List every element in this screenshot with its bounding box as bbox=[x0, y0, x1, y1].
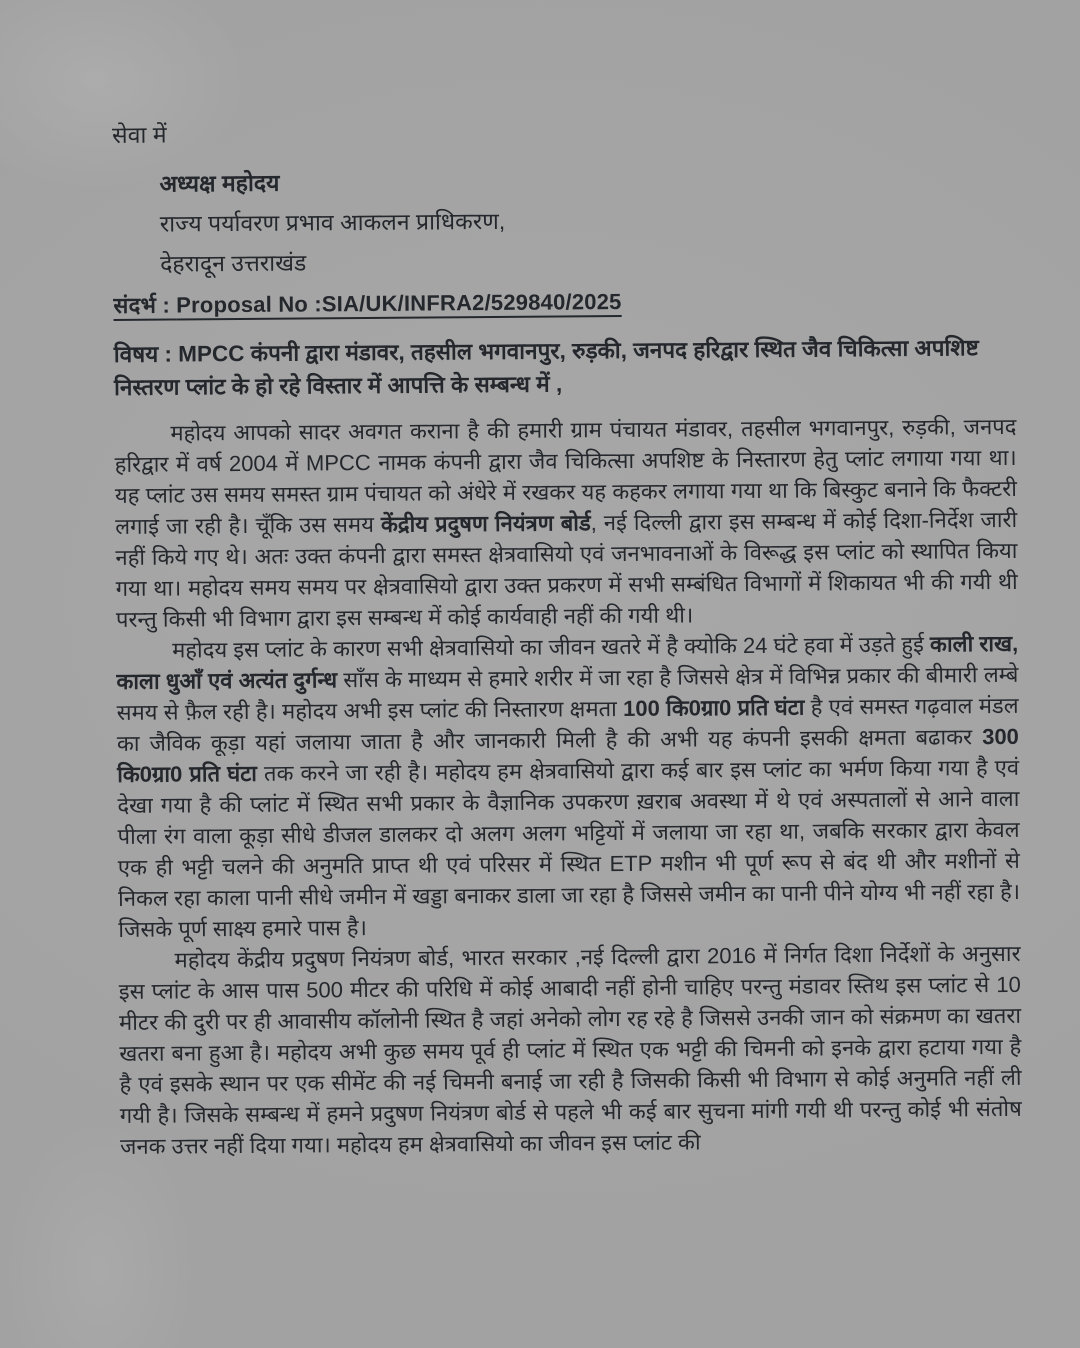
reference-label: संदर्भ : bbox=[113, 292, 171, 318]
recipient-place: देहरादून उत्तराखंड bbox=[160, 249, 307, 277]
recipient-block bbox=[159, 157, 1015, 284]
text-segment: 300 कि0ग्रा0 प्रति घंटा bbox=[117, 723, 1019, 787]
text-segment: काली राख, काला धुआँ एवं अत्यंत दुर्गन्ध bbox=[116, 630, 1019, 694]
subject-text: MPCC कंपनी द्वारा मंडावर, तहसील भगवानपुर, रुड़की, जनपद हरिद्वार स्थित जैव चिकित्सा अपशिष्ट निस्तरण प्लांट के हो रहे विस्तार में आपत्ति के सम्बन्ध में , bbox=[114, 335, 979, 400]
text-segment: महोदय केंद्रीय प्रदुषण नियंत्रण बोर्ड, भारत सरकार ,नई दिल्ली द्वारा 2016 में निर्गत दिशा निर्देशों के अनुसार इस प्लांट के आस पास 500 मीटर की परिधि में कोई आबादी नहीं होनी चाहिए परन्तु मंडावर स्तिथ इस प्लांट से 10 मीटर की दुरी पर ही आवासीय कॉलोनी स्थित है जहां अनेको लोग रह रहे है जिससे उनकी जान को संक्रमण का खतरा खतरा बना हुआ है। महोदय अभी कुछ समय पूर्व ही प्लांट में स्थित एक भट्टी की चिमनी को इनके द्वारा हटाया गया है है एवं इसके स्थान पर एक सीमेंट की नई चिमनी बनाई जा रही है जिसकी किसी भी विभाग से कोई अनुमति नहीं ली गयी है। जिसके सम्बन्ध में हमने प्रदुषण नियंत्रण बोर्ड से पहले भी कई बार सुचना मांगी गयी थी परन्तु कोई भी संतोष जनक उत्तर नहीं दिया गया। महोदय हम क्षेत्रवासियो का जीवन इस प्लांट की bbox=[118, 940, 1022, 1159]
paragraph-3 bbox=[118, 938, 1022, 1162]
text-segment: महोदय आपको सादर अवगत कराना है की हमारी ग्राम पंचायत मंडावर, तहसील भगवानपुर, रुड़की, जनपद हरिद्वार में वर्ष 2004 में MPCC नामक कंपनी द्वारा जैव चिकित्सा अपशिष्ट के निस्तारण हेतु प्लांट लगाया गया था। यह प्लांट उस समय समस्त ग्राम पंचायत को अंधेरे में रखकर यह कहकर लगाया गया था कि बिस्कुट बनाने कि फैक्टरी लगाई जा रही है। चूँकि उस समय bbox=[114, 413, 1018, 539]
text-segment: है एवं समस्त गढ़वाल मंडल का जैविक कूड़ा यहां जलाया जाता है और जानकारी मिली है की अभी यह कंपनी इसकी क्षमता बढाकर bbox=[116, 692, 1019, 756]
subject-line bbox=[114, 331, 1016, 404]
letter-body bbox=[114, 411, 1022, 1162]
text-segment: केंद्रीय प्रदुषण नियंत्रण बोर्ड bbox=[380, 510, 591, 537]
text-segment: 100 कि0ग्रा0 प्रति घंटा bbox=[623, 694, 805, 722]
paragraph-2 bbox=[116, 628, 1020, 945]
recipient-organization: राज्य पर्यावरण प्रभाव आकलन प्राधिकरण, bbox=[159, 207, 506, 237]
reference-line bbox=[113, 283, 1015, 320]
text-segment: तक करने जा रही है। महोदय हम क्षेत्रवासियो द्वारा कई बार इस प्लांट का भर्मण किया गया है एवं देखा गया है की प्लांट में स्थित सभी प्रकार के वैज्ञानिक उपकरण ख़राब अवस्था में थे एवं अस्पतालों से आने वाला पीला रंग वाला कूड़ा सीधे डीजल डालकर दो अलग अलग भट्टियों में जलाया जा रहा था, जबकि सरकार द्वारा केवल एक ही भट्टी चलने की अनुमति प्राप्त थी एवं परिसर में स्थित ETP मशीन भी पूर्ण रूप से बंद थी और मशीनों से निकल रहा काला पानी सीधे जमीन में खड्डा बनाकर डाला जा रहा है जिससे जमीन का पानी पीने योग्य भी नहीं रहा है। जिसके पूर्ण साक्ष्य हमारे पास है। bbox=[117, 754, 1021, 942]
text-segment: साँस के माध्यम से हमारे शरीर में जा रहा है जिससे क्षेत्र में विभिन्न प्रकार की बीमारी लम्बे समय से फ़ैल रही है। महोदय अभी इस प्लांट की निस्तारण क्षमता bbox=[116, 661, 1019, 725]
recipient-title: अध्यक्ष महोदय bbox=[159, 169, 280, 197]
reference-proposal-number: Proposal No :SIA/UK/INFRA2/529840/2025 bbox=[176, 289, 622, 318]
subject-label: विषय : bbox=[113, 341, 173, 367]
letter-content bbox=[112, 113, 1022, 1162]
text-segment: , नई दिल्ली द्वारा इस सम्बन्ध में कोई दिशा-निर्देश जारी नहीं किये गए थे। अतः उक्त कंपनी द्वारा समस्त क्षेत्रवासियो एवं जनभावनाओं के विरूद्ध इस प्लांट को स्थापित किया गया था। महोदय समय समय पर क्षेत्रवासियो द्वारा उक्त प्रकरण में सभी सम्बंधित विभागों में शिकायत भी की गयी थी परन्तु किसी भी विभाग द्वारा इस सम्बन्ध में कोई कार्यवाही नहीं की गयी थी। bbox=[115, 506, 1018, 632]
salutation: सेवा में bbox=[112, 121, 167, 148]
text-segment: महोदय इस प्लांट के कारण सभी क्षेत्रवासियो का जीवन खतरे में है क्योकि 24 घंटे हवा में उड़ते हुई bbox=[172, 631, 931, 663]
paragraph-1 bbox=[114, 411, 1018, 635]
